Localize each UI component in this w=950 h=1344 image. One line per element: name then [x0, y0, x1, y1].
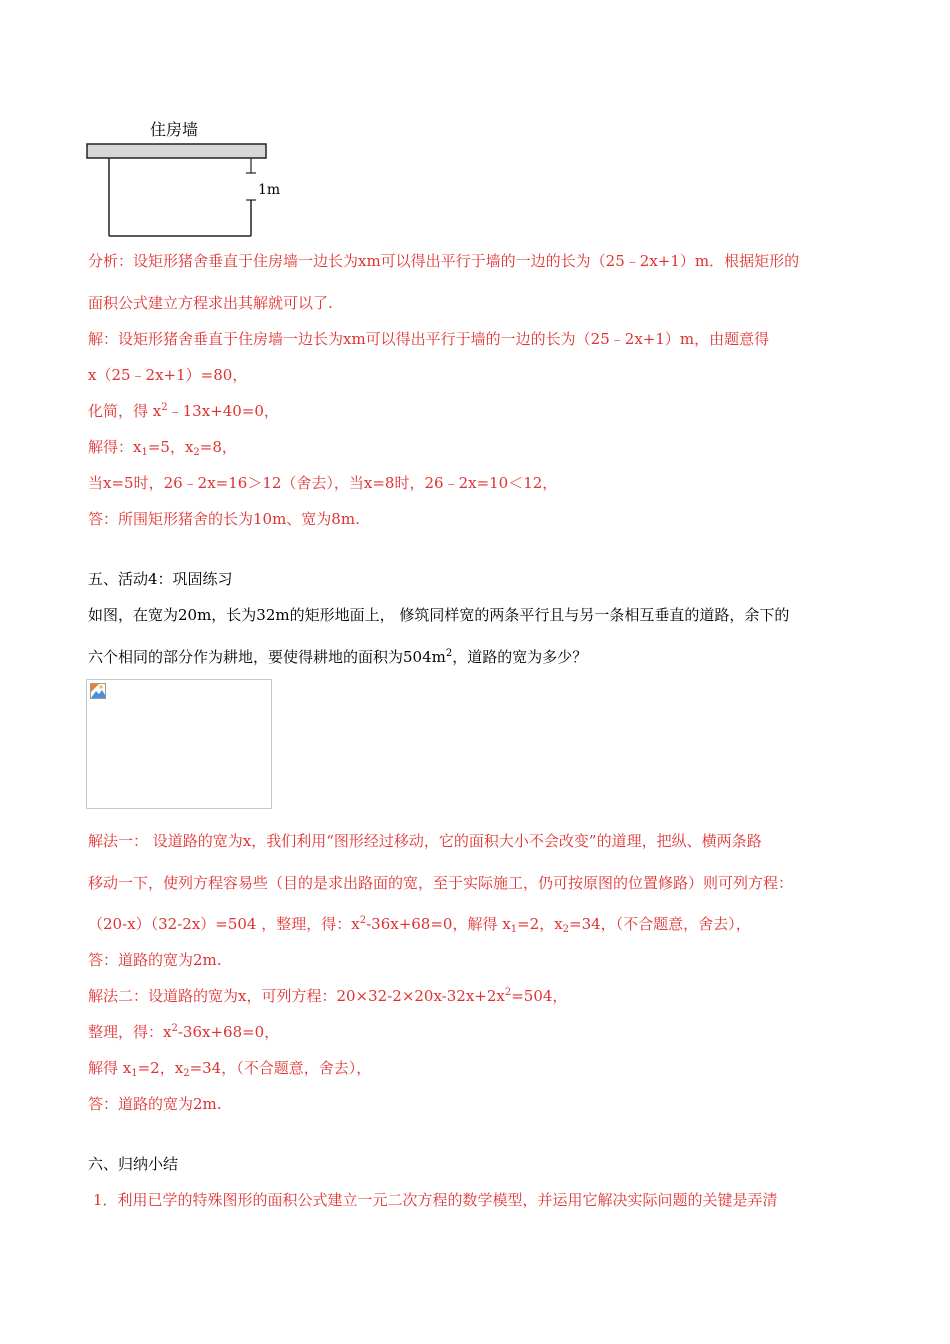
method-2-line-1-exponent: 2 [504, 987, 512, 998]
analysis-line-2: 面积公式建立方程求出其解就可以了. [88, 294, 333, 312]
problem-line-1: 如图，在宽为20m，长为32m的矩形地面上， 修筑同样宽的两条平行且与另一条相互垂直的道路，余下的 [88, 606, 790, 624]
broken-image-icon [90, 683, 106, 699]
method-1-line-3-d: =34，（不合题意，舍去）， [569, 915, 751, 933]
method-2-line-1-suffix: =504， [511, 987, 568, 1005]
solution-answer: 答：所围矩形猪舍的长为10m、宽为8m. [88, 510, 360, 528]
method-1-line-2: 移动一下，使列方程容易些（目的是求出路面的宽，至于实际施工，仍可按原图的位置修路）则可列方程： [88, 874, 794, 892]
solution-equation: x（25﹣2x+1）=80， [88, 366, 248, 384]
wall-bar [87, 144, 266, 158]
problem-line-2 [88, 647, 587, 667]
method-2-roots [88, 1058, 371, 1078]
solution-check: 当x=5时，26﹣2x=16＞12（舍去），当x=8时，26﹣2x=10＜12， [88, 474, 558, 492]
method-2-roots-suffix: =34，（不合题意，舍去）， [189, 1059, 372, 1077]
roots-mid: =5，x [147, 438, 194, 456]
roots-prefix: 解得：x [88, 438, 142, 456]
analysis-line-1: 分析：设矩形猪舍垂直于住房墙一边长为xm可以得出平行于墙的一边的长为（25﹣2x+1）m．根据矩形的 [88, 252, 800, 270]
method-2-simplify-exponent: 2 [171, 1023, 178, 1034]
solution-simplify-exponent: 2 [161, 402, 168, 413]
method-2-roots-sub-1: 1 [131, 1068, 138, 1079]
section-6-title: 六、归纳小结 [88, 1155, 179, 1173]
problem-line-2-exponent: 2 [445, 648, 453, 659]
solution-roots [88, 437, 237, 457]
method-1-line-1: 解法一： 设道路的宽为x，我们利用“图形经过移动，它的面积大小不会改变”的道理，把纵、横两条路 [88, 832, 762, 850]
image-placeholder [86, 679, 272, 809]
method-2-roots-sub-2: 2 [183, 1068, 190, 1079]
method-2-line-1 [88, 986, 567, 1006]
problem-line-2-suffix: ，道路的宽为多少？ [452, 648, 588, 666]
wall-label: 住房墙 [150, 120, 199, 139]
method-2-simplify-suffix: -36x+68=0， [177, 1023, 280, 1041]
method-2-roots-prefix: 解得 x [88, 1059, 132, 1077]
solution-simplify-prefix: 化简，得 x [88, 402, 162, 420]
method-1-line-3-sub-1: 1 [510, 924, 518, 935]
method-1-line-3-exponent: 2 [359, 915, 367, 926]
method-2-roots-mid: =2，x [137, 1059, 184, 1077]
roots-sub-2: 2 [193, 447, 200, 458]
method-2-simplify-prefix: 整理，得：x [88, 1023, 172, 1041]
roots-suffix: =8， [199, 438, 237, 456]
method-1-line-3-a: （20-x）（32-2x）=504 ，整理，得：x [88, 915, 360, 933]
method-2-answer: 答：道路的宽为2m. [88, 1095, 222, 1113]
solution-simplify-suffix: ﹣13x+40=0， [167, 402, 279, 420]
method-1-answer: 答：道路的宽为2m. [88, 951, 222, 969]
summary-item-1: 1．利用已学的特殊图形的面积公式建立一元二次方程的数学模型，并运用它解决实际问题的关键是弄清 [93, 1191, 778, 1209]
gap-label: 1m [258, 182, 281, 198]
problem-line-2-prefix: 六个相同的部分作为耕地，要使得耕地的面积为504m [88, 648, 446, 666]
method-1-line-3-c: =2，x [517, 915, 563, 933]
roots-sub-1: 1 [141, 447, 148, 458]
section-5-title: 五、活动4：巩固练习 [88, 570, 233, 588]
method-2-line-1-prefix: 解法二：设道路的宽为x，可列方程：20×32-2×20x-32x+2x [88, 987, 505, 1005]
solution-intro: 解：设矩形猪舍垂直于住房墙一边长为xm可以得出平行于墙的一边的长为（25﹣2x+1）m，由题意得 [88, 330, 770, 348]
solution-simplify [88, 401, 279, 421]
method-1-line-3-b: -36x+68=0，解得 x [366, 915, 511, 933]
method-1-line-3 [88, 914, 751, 934]
method-1-line-3-sub-2: 2 [562, 924, 570, 935]
method-2-simplify [88, 1022, 279, 1042]
